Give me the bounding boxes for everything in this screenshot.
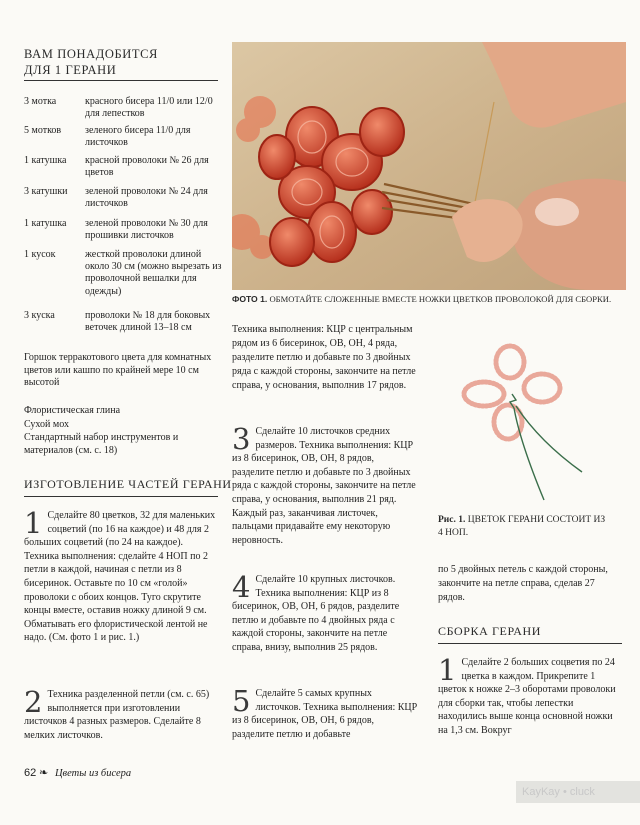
middle-step-4 xyxy=(232,570,418,655)
material-qty: 3 катушки xyxy=(24,186,68,197)
material-desc: зеленой проволоки № 30 для прошивки листочков xyxy=(85,218,208,242)
assembly-rule xyxy=(438,643,622,644)
parts-rule xyxy=(24,496,218,497)
material-desc: красной проволоки № 26 для цветов xyxy=(85,155,209,179)
material-desc: жесткой проволоки длиной около 30 см (можно вырезать из проволочной вешалки для одежды) xyxy=(85,249,222,297)
materials-extra: Горшок терракотового цвета для комнатных цветов или кашпо по крайней мере 10 см высотой xyxy=(24,352,212,389)
figure-caption-text: ЦВЕТОК ГЕРАНИ СОСТОИТ ИЗ 4 НОП. xyxy=(438,515,606,538)
step-number: 4 xyxy=(232,570,251,604)
step-number: 3 xyxy=(232,422,251,456)
page-number: 62 xyxy=(24,767,37,779)
materials-title-line1: ВАМ ПОНАДОБИТСЯ xyxy=(24,47,158,61)
material-desc: зеленой проволоки № 24 для листочков xyxy=(85,186,208,210)
material-qty: 1 катушка xyxy=(24,155,67,166)
materials-extra: Стандартный набор инструментов и материалов (см. с. 18) xyxy=(24,432,179,456)
middle-step-5 xyxy=(232,684,418,741)
figure-caption-label: Рис. 1. xyxy=(438,515,466,525)
step-text: Сделайте 5 самых крупных листочков. Техника выполнения: КЦР из 8 бисеринок, ОВ, ОН, 6 рядов, разделите петлю и добавьте xyxy=(232,688,418,740)
middle-intro: Техника выполнения: КЦР с центральным рядом из 6 бисеринок, ОВ, ОН, 4 ряда, разделите петлю и добавьте по 3 двойных ряда с каждой стороны, закончите на петле справа, у основания, выполнив 17 рядов. xyxy=(232,324,416,391)
materials-extra: Флористическая глина xyxy=(24,405,121,416)
material-qty: 5 мотков xyxy=(24,125,62,136)
material-desc: красного бисера 11/0 или 12/0 для лепестков xyxy=(85,96,213,120)
material-qty: 3 мотка xyxy=(24,96,57,107)
beaded-geranium-photo xyxy=(232,42,626,290)
assembly-step-1 xyxy=(438,653,624,738)
ornament-icon: ❧ xyxy=(39,767,49,779)
material-qty: 1 кусок xyxy=(24,249,56,260)
right-continuation: по 5 двойных петель с каждой стороны, закончите на петле справа, сделав 27 рядов. xyxy=(438,564,608,603)
materials-extra: Сухой мох xyxy=(24,419,69,430)
middle-step-3 xyxy=(232,422,418,547)
materials-title-line2: ДЛЯ 1 ГЕРАНИ xyxy=(24,63,117,77)
step-text: Сделайте 10 крупных листочков. Техника выполнения: КЦР из 8 бисеринок, ОВ, ОН, 6 рядов, разделите петлю и добавьте по 4 двойных ряда с каждой стороны, закончите на петле справа, внизу, выполнив 25 рядов. xyxy=(232,574,400,653)
photo-caption-label: ФОТО 1. xyxy=(232,294,268,304)
material-qty: 1 катушка xyxy=(24,218,67,229)
parts-title: ИЗГОТОВЛЕНИЕ ЧАСТЕЙ ГЕРАНИ xyxy=(24,477,232,491)
page-footer xyxy=(24,766,131,779)
materials-title xyxy=(24,46,158,78)
material-qty: 3 куска xyxy=(24,310,55,321)
step-text: Сделайте 10 листочков средних размеров. Техника выполнения: КЦР из 8 бисеринок, ОВ, ОН, 8 рядов, разделите петлю и добавьте по 3 двойных ряда с каждой стороны, закончите на петле справа, у основания, выполнив 21 ряд. Каждый раз, заканчивая листочек, пальцами придавайте ему некоторую неровность. xyxy=(232,426,416,546)
geranium-flower-diagram xyxy=(450,332,600,512)
figure-1-diagram xyxy=(450,332,600,512)
parts-step-2 xyxy=(24,685,216,742)
parts-step-1 xyxy=(24,506,216,645)
assembly-title: СБОРКА ГЕРАНИ xyxy=(438,624,542,638)
photo-1 xyxy=(232,42,626,290)
step-text: Техника разделенной петли (см. с. 65) выполняется при изготовлении листочков 4 разных размеров. Сделайте 8 мелких листочков. xyxy=(24,689,210,741)
step-number: 1 xyxy=(438,653,457,687)
material-desc: проволоки № 18 для боковых веточек длиной 13–18 см xyxy=(85,310,211,334)
materials-rule xyxy=(24,80,218,81)
figure-caption xyxy=(438,514,608,540)
photo-caption xyxy=(232,293,632,305)
step-number: 1 xyxy=(24,506,43,540)
photo-caption-text: ОБМОТАЙТЕ СЛОЖЕННЫЕ ВМЕСТЕ НОЖКИ ЦВЕТКОВ ПРОВОЛОКОЙ ДЛЯ СБОРКИ. xyxy=(269,294,612,304)
watermark: KayKay • cluck xyxy=(516,781,640,803)
book-title: Цветы из бисера xyxy=(54,768,132,779)
step-text: Сделайте 2 больших соцветия по 24 цветка в каждом. Прикрепите 1 цветок к ножке 2–3 оборотами проволоки для сборки так, чтобы лепестки находились выше конца основной ножки на 1,3 см. Вокруг xyxy=(438,657,616,736)
step-text: Сделайте 80 цветков, 32 для маленьких соцветий (по 16 на каждое) и 48 для 2 больших соцветий (по 24 на каждое). Техника выполнения: сделайте 4 НОП по 2 петли в каждой, начиная с петли из 8 бисеринок. Оставьте по 10 см «голой» проволоки с обоих концов. Туго скрутите концы вместе, оставив ножку длиной 9 см. Обматывать его флористической лентой не надо. (См. фото 1 и рис. 1.) xyxy=(24,510,216,644)
material-desc: зеленого бисера 11/0 для листочков xyxy=(85,125,191,149)
step-number: 2 xyxy=(24,685,43,719)
step-number: 5 xyxy=(232,684,251,718)
